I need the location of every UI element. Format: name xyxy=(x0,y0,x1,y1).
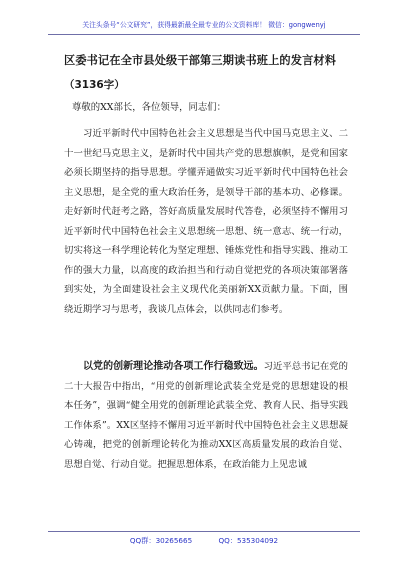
header-promo-link[interactable]: 关注头条号“公文研究”，获得最新最全最专业的公文资料库！ 微信：gongwenyj xyxy=(82,21,326,29)
body-paragraph-2 xyxy=(64,357,348,474)
header-promo-banner xyxy=(48,12,360,35)
body-paragraph-2-text: 习近平总书记在党的二十大报告中指出，“用党的创新理论武装全党是党的思想建设的根本任务”，强调“健全用党的创新理论武装全党、教育人民、指导实践工作体系”。XX区坚持不懈用习近平新时代中国特色社会主义思想凝心铸魂，把党的创新理论转化为推动XX区高质量发展的政治自觉、思想自觉、行动自觉。把握思想体系，在政治能力上见忠诚 xyxy=(64,361,348,470)
footer-contact-banner xyxy=(48,531,360,546)
word-count: （3136字） xyxy=(64,79,125,91)
section-heading: 以党的创新理论推动各项工作行稳致远。 xyxy=(83,361,264,372)
body-paragraph-1: 习近平新时代中国特色社会主义思想是当代中国马克思主义、二十一世纪马克思主义，是新时代中国共产党的思想旗帜，是党和国家必须长期坚持的指导思想。学懂弄通做实习近平新时代中国特色社会主义思想，是全党的重大政治任务，是领导干部的基本功、必修课。走好新时代赶考之路，答好高质量发展时代答卷，必须坚持不懈用习近平新时代中国特色社会主义思想统一思想、统一意志、统一行动，切实将这一科学理论转化为坚定理想、锤炼党性和指导实践、推动工作的强大力量，以高度的政治担当和行动自觉把党的各项决策部署落到实处，为全面建设社会主义现代化美丽新XX贡献力量。下面，围绕近期学习与思考，我谈几点体会，以供同志们参考。 xyxy=(64,128,348,315)
footer-qq-group: QQ群：30265665 xyxy=(129,536,193,545)
document-title: 区委书记在全市县处级干部第三期读书班上的发言材料 xyxy=(64,54,337,67)
salutation: 尊敬的XX部长，各位领导，同志们： xyxy=(72,102,226,113)
footer-qq: QQ：535304092 xyxy=(218,536,279,545)
